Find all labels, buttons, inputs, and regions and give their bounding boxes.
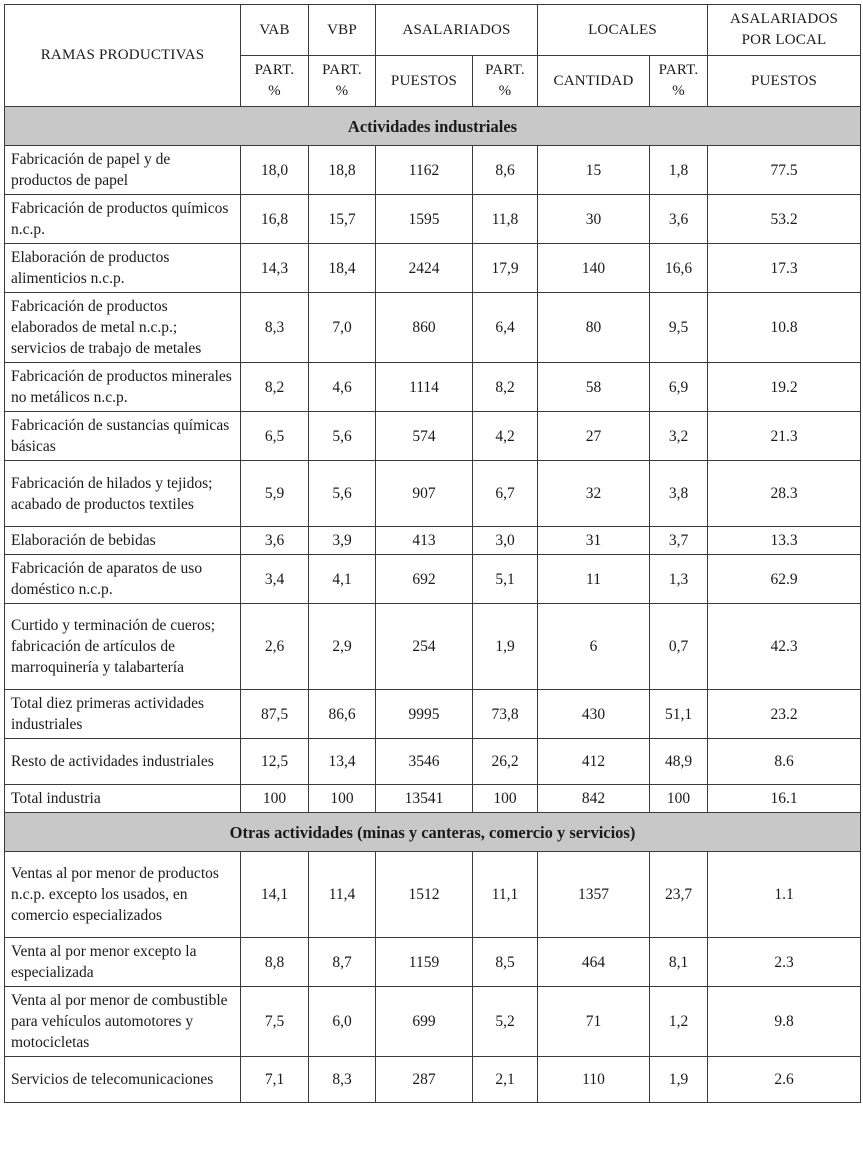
subheader-locales-cantidad: CANTIDAD bbox=[538, 56, 650, 107]
cell-asal-puestos: 254 bbox=[376, 604, 473, 690]
cell-vbp: 11,4 bbox=[309, 852, 376, 938]
cell-asal-part: 8,6 bbox=[473, 146, 538, 195]
row-label: Elaboración de bebidas bbox=[5, 527, 241, 555]
cell-vbp: 13,4 bbox=[309, 739, 376, 785]
cell-asal-part: 5,1 bbox=[473, 555, 538, 604]
cell-asal-puestos: 907 bbox=[376, 461, 473, 527]
cell-vab: 7,5 bbox=[241, 987, 309, 1057]
cell-apl: 17.3 bbox=[708, 244, 861, 293]
cell-apl: 16.1 bbox=[708, 785, 861, 813]
cell-loc-cantidad: 31 bbox=[538, 527, 650, 555]
cell-asal-puestos: 1159 bbox=[376, 938, 473, 987]
cell-vbp: 100 bbox=[309, 785, 376, 813]
cell-apl: 28.3 bbox=[708, 461, 861, 527]
cell-asal-puestos: 1162 bbox=[376, 146, 473, 195]
cell-loc-part: 51,1 bbox=[650, 690, 708, 739]
cell-loc-cantidad: 464 bbox=[538, 938, 650, 987]
row-label: Fabricación de aparatos de uso doméstico n.c.p. bbox=[5, 555, 241, 604]
cell-loc-part: 3,8 bbox=[650, 461, 708, 527]
cell-apl: 8.6 bbox=[708, 739, 861, 785]
cell-asal-part: 8,5 bbox=[473, 938, 538, 987]
cell-loc-part: 1,8 bbox=[650, 146, 708, 195]
cell-apl: 42.3 bbox=[708, 604, 861, 690]
table-row bbox=[5, 527, 861, 555]
table-row bbox=[5, 938, 861, 987]
cell-asal-part: 11,1 bbox=[473, 852, 538, 938]
cell-loc-cantidad: 80 bbox=[538, 293, 650, 363]
cell-vbp: 4,1 bbox=[309, 555, 376, 604]
cell-apl: 19.2 bbox=[708, 363, 861, 412]
subheader-locales-part: PART. % bbox=[650, 56, 708, 107]
table-row bbox=[5, 739, 861, 785]
table-row bbox=[5, 244, 861, 293]
cell-asal-part: 5,2 bbox=[473, 987, 538, 1057]
table-row bbox=[5, 690, 861, 739]
table-body bbox=[5, 107, 861, 1103]
cell-vbp: 18,4 bbox=[309, 244, 376, 293]
row-label: Resto de actividades industriales bbox=[5, 739, 241, 785]
cell-loc-cantidad: 430 bbox=[538, 690, 650, 739]
cell-asal-puestos: 413 bbox=[376, 527, 473, 555]
cell-loc-part: 1,9 bbox=[650, 1057, 708, 1103]
table-row bbox=[5, 146, 861, 195]
cell-asal-puestos: 9995 bbox=[376, 690, 473, 739]
cell-vab: 2,6 bbox=[241, 604, 309, 690]
cell-vab: 100 bbox=[241, 785, 309, 813]
header-ramas-productivas: RAMAS PRODUCTIVAS bbox=[5, 5, 241, 107]
cell-loc-part: 23,7 bbox=[650, 852, 708, 938]
table-header bbox=[5, 5, 861, 107]
cell-asal-puestos: 860 bbox=[376, 293, 473, 363]
cell-apl: 2.3 bbox=[708, 938, 861, 987]
cell-loc-part: 0,7 bbox=[650, 604, 708, 690]
table-row bbox=[5, 604, 861, 690]
cell-apl: 62.9 bbox=[708, 555, 861, 604]
header-asalariados-por-local: ASALARIADOS POR LOCAL bbox=[708, 5, 861, 56]
section-title: Otras actividades (minas y canteras, comercio y servicios) bbox=[5, 813, 861, 852]
cell-loc-part: 8,1 bbox=[650, 938, 708, 987]
cell-vbp: 6,0 bbox=[309, 987, 376, 1057]
cell-vbp: 5,6 bbox=[309, 412, 376, 461]
section-title: Actividades industriales bbox=[5, 107, 861, 146]
cell-vab: 16,8 bbox=[241, 195, 309, 244]
table-row bbox=[5, 412, 861, 461]
cell-vbp: 5,6 bbox=[309, 461, 376, 527]
cell-loc-cantidad: 1357 bbox=[538, 852, 650, 938]
cell-loc-part: 6,9 bbox=[650, 363, 708, 412]
cell-apl: 21.3 bbox=[708, 412, 861, 461]
cell-vbp: 8,3 bbox=[309, 1057, 376, 1103]
cell-asal-part: 2,1 bbox=[473, 1057, 538, 1103]
cell-asal-part: 4,2 bbox=[473, 412, 538, 461]
cell-loc-cantidad: 412 bbox=[538, 739, 650, 785]
cell-loc-cantidad: 842 bbox=[538, 785, 650, 813]
cell-apl: 77.5 bbox=[708, 146, 861, 195]
cell-vbp: 15,7 bbox=[309, 195, 376, 244]
row-label: Fabricación de productos minerales no metálicos n.c.p. bbox=[5, 363, 241, 412]
table-row bbox=[5, 852, 861, 938]
cell-vbp: 2,9 bbox=[309, 604, 376, 690]
cell-loc-cantidad: 30 bbox=[538, 195, 650, 244]
cell-vab: 18,0 bbox=[241, 146, 309, 195]
cell-asal-puestos: 699 bbox=[376, 987, 473, 1057]
row-label: Fabricación de sustancias químicas básicas bbox=[5, 412, 241, 461]
row-label: Servicios de telecomunicaciones bbox=[5, 1057, 241, 1103]
header-vbp: VBP bbox=[309, 5, 376, 56]
cell-vab: 8,2 bbox=[241, 363, 309, 412]
cell-vbp: 4,6 bbox=[309, 363, 376, 412]
cell-asal-puestos: 2424 bbox=[376, 244, 473, 293]
cell-vab: 5,9 bbox=[241, 461, 309, 527]
cell-vbp: 8,7 bbox=[309, 938, 376, 987]
cell-vab: 3,6 bbox=[241, 527, 309, 555]
cell-asal-puestos: 1512 bbox=[376, 852, 473, 938]
row-label: Fabricación de productos químicos n.c.p. bbox=[5, 195, 241, 244]
cell-loc-part: 3,2 bbox=[650, 412, 708, 461]
ramas-productivas-table bbox=[4, 4, 861, 1103]
row-label: Fabricación de papel y de productos de papel bbox=[5, 146, 241, 195]
header-vab: VAB bbox=[241, 5, 309, 56]
cell-asal-part: 73,8 bbox=[473, 690, 538, 739]
cell-vab: 87,5 bbox=[241, 690, 309, 739]
row-label: Total industria bbox=[5, 785, 241, 813]
cell-asal-part: 8,2 bbox=[473, 363, 538, 412]
cell-asal-part: 26,2 bbox=[473, 739, 538, 785]
table-row bbox=[5, 195, 861, 244]
cell-asal-part: 3,0 bbox=[473, 527, 538, 555]
cell-apl: 13.3 bbox=[708, 527, 861, 555]
cell-vbp: 18,8 bbox=[309, 146, 376, 195]
subheader-vab-part: PART. % bbox=[241, 56, 309, 107]
cell-loc-cantidad: 27 bbox=[538, 412, 650, 461]
section-header-row bbox=[5, 813, 861, 852]
subheader-asalariados-puestos: PUESTOS bbox=[376, 56, 473, 107]
cell-asal-puestos: 1114 bbox=[376, 363, 473, 412]
cell-asal-part: 100 bbox=[473, 785, 538, 813]
cell-loc-part: 3,6 bbox=[650, 195, 708, 244]
cell-asal-part: 6,4 bbox=[473, 293, 538, 363]
cell-loc-cantidad: 140 bbox=[538, 244, 650, 293]
cell-asal-part: 6,7 bbox=[473, 461, 538, 527]
cell-loc-part: 100 bbox=[650, 785, 708, 813]
cell-asal-puestos: 692 bbox=[376, 555, 473, 604]
subheader-apl-puestos: PUESTOS bbox=[708, 56, 861, 107]
cell-loc-cantidad: 110 bbox=[538, 1057, 650, 1103]
subheader-asalariados-part: PART. % bbox=[473, 56, 538, 107]
cell-loc-cantidad: 58 bbox=[538, 363, 650, 412]
cell-asal-puestos: 3546 bbox=[376, 739, 473, 785]
cell-apl: 1.1 bbox=[708, 852, 861, 938]
cell-loc-cantidad: 71 bbox=[538, 987, 650, 1057]
cell-vab: 8,3 bbox=[241, 293, 309, 363]
row-label: Elaboración de productos alimenticios n.c.p. bbox=[5, 244, 241, 293]
row-label: Fabricación de hilados y tejidos; acabado de productos textiles bbox=[5, 461, 241, 527]
cell-loc-part: 1,3 bbox=[650, 555, 708, 604]
cell-asal-puestos: 1595 bbox=[376, 195, 473, 244]
table-row bbox=[5, 363, 861, 412]
cell-vab: 14,1 bbox=[241, 852, 309, 938]
table-row bbox=[5, 1057, 861, 1103]
cell-apl: 10.8 bbox=[708, 293, 861, 363]
cell-vab: 12,5 bbox=[241, 739, 309, 785]
table-row bbox=[5, 987, 861, 1057]
cell-loc-cantidad: 11 bbox=[538, 555, 650, 604]
cell-apl: 9.8 bbox=[708, 987, 861, 1057]
row-label: Ventas al por menor de productos n.c.p. excepto los usados, en comercio especializados bbox=[5, 852, 241, 938]
cell-asal-puestos: 574 bbox=[376, 412, 473, 461]
cell-vab: 3,4 bbox=[241, 555, 309, 604]
cell-loc-part: 48,9 bbox=[650, 739, 708, 785]
cell-asal-puestos: 13541 bbox=[376, 785, 473, 813]
cell-vab: 14,3 bbox=[241, 244, 309, 293]
cell-loc-part: 16,6 bbox=[650, 244, 708, 293]
subheader-vbp-part: PART. % bbox=[309, 56, 376, 107]
row-label: Venta al por menor de combustible para vehículos automotores y motocicletas bbox=[5, 987, 241, 1057]
row-label: Venta al por menor excepto la especializada bbox=[5, 938, 241, 987]
row-label: Total diez primeras actividades industriales bbox=[5, 690, 241, 739]
cell-loc-part: 9,5 bbox=[650, 293, 708, 363]
cell-asal-puestos: 287 bbox=[376, 1057, 473, 1103]
row-label: Curtido y terminación de cueros; fabricación de artículos de marroquinería y talabartería bbox=[5, 604, 241, 690]
header-locales: LOCALES bbox=[538, 5, 708, 56]
section-header-row bbox=[5, 107, 861, 146]
cell-asal-part: 11,8 bbox=[473, 195, 538, 244]
cell-loc-cantidad: 15 bbox=[538, 146, 650, 195]
cell-vbp: 7,0 bbox=[309, 293, 376, 363]
cell-vab: 7,1 bbox=[241, 1057, 309, 1103]
table-row bbox=[5, 555, 861, 604]
cell-vab: 6,5 bbox=[241, 412, 309, 461]
cell-vbp: 3,9 bbox=[309, 527, 376, 555]
cell-vab: 8,8 bbox=[241, 938, 309, 987]
cell-apl: 2.6 bbox=[708, 1057, 861, 1103]
cell-loc-cantidad: 32 bbox=[538, 461, 650, 527]
table-row bbox=[5, 785, 861, 813]
cell-loc-cantidad: 6 bbox=[538, 604, 650, 690]
cell-apl: 53.2 bbox=[708, 195, 861, 244]
cell-loc-part: 3,7 bbox=[650, 527, 708, 555]
table-row bbox=[5, 461, 861, 527]
cell-vbp: 86,6 bbox=[309, 690, 376, 739]
cell-apl: 23.2 bbox=[708, 690, 861, 739]
header-asalariados: ASALARIADOS bbox=[376, 5, 538, 56]
cell-loc-part: 1,2 bbox=[650, 987, 708, 1057]
row-label: Fabricación de productos elaborados de metal n.c.p.; servicios de trabajo de metales bbox=[5, 293, 241, 363]
cell-asal-part: 1,9 bbox=[473, 604, 538, 690]
table-row bbox=[5, 293, 861, 363]
cell-asal-part: 17,9 bbox=[473, 244, 538, 293]
